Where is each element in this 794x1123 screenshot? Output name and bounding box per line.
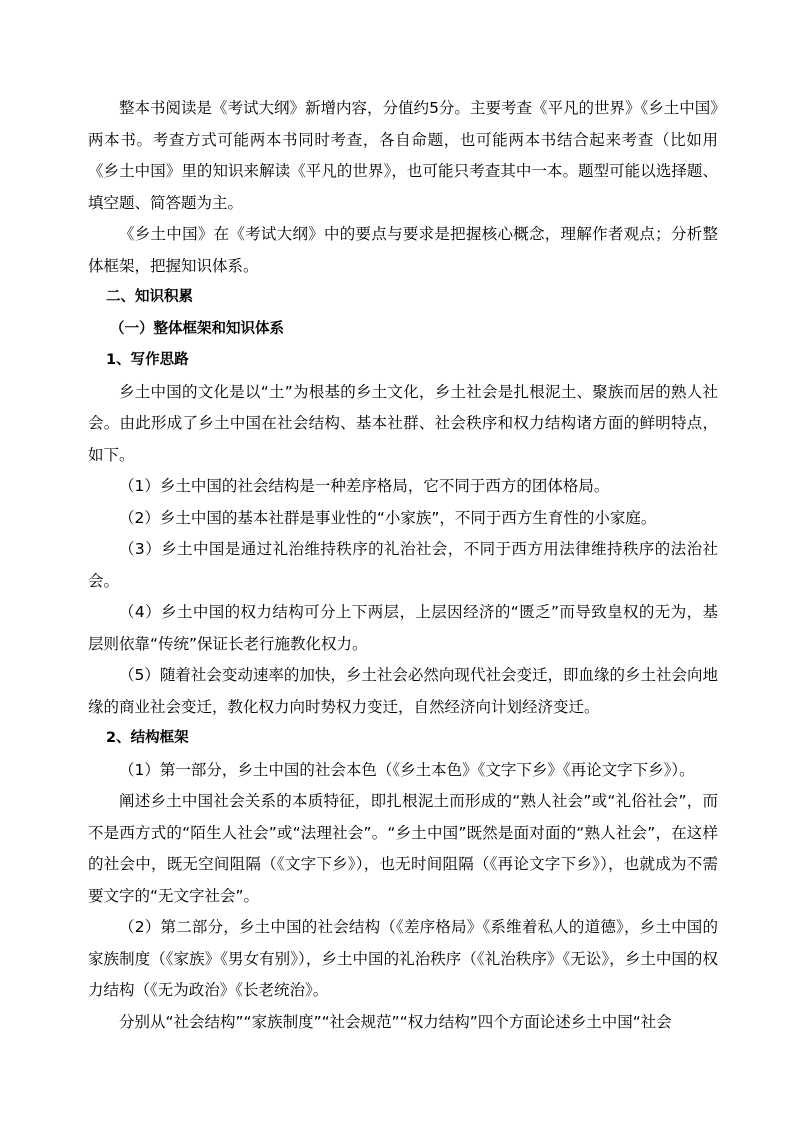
paragraph-part-one-detail: 阐述乡土中国社会关系的本质特征，即扎根泥土而形成的“熟人社会”或“礼俗社会”，而不是西方式的“陌生人社会”或“法理社会”。“乡土中国”既然是面对面的“熟人社会”，在这样的社会中，既无空间阻隔（《文字下乡》），也无时间阻隔（《再论文字下乡》），也就成为不需要文字的“无文字社会”。 [88, 792, 718, 905]
paragraph-exam-overview: 整本书阅读是《考试大纲》新增内容，分值约5分。主要考查《平凡的世界》《乡土中国》两本书。考查方式可能两本书同时考查，各自命题，也可能两本书结合起来考查（比如用《乡土中国》里的知识来解读《平凡的世界》，也可能只考查其中一本。题型可能以选择题、填空题、简答题为主。 [88, 99, 718, 212]
heading-structure-framework: 2、结构框架 [106, 730, 189, 746]
paragraph-part-one: （1）第一部分，乡土中国的社会本色（《乡土本色》《文字下乡》《再论文字下乡》）。 [119, 760, 695, 779]
subsection-heading-framework: （一）整体框架和知识体系 [110, 320, 284, 337]
paragraph-exam-requirements: 《乡土中国》在《考试大纲》中的要点与要求是把握核心概念，理解作者观点；分析整体框架，把握知识体系。 [88, 225, 718, 275]
document-page [88, 93, 718, 1038]
list-item-point-2: （2）乡土中国的基本社群是事业性的“小家族”，不同于西方生育性的小家庭。 [119, 508, 657, 527]
list-item-point-5: （5）随着社会变动速率的加快，乡土社会必然向现代社会变迁，即血缘的乡土社会向地缘的商业社会变迁，教化权力向时势权力变迁，自然经济向计划经济变迁。 [88, 666, 718, 716]
list-item-point-1: （1）乡土中国的社会结构是一种差序格局，它不同于西方的团体格局。 [119, 477, 610, 495]
paragraph-culture-intro: 乡土中国的文化是以“土”为根基的乡土文化，乡土社会是扎根泥土、聚族而居的熟人社会。由此形成了乡土中国在社会结构、基本社群、社会秩序和权力结构诸方面的鲜明特点，如下。 [88, 382, 718, 464]
heading-writing-approach: 1、写作思路 [106, 352, 189, 368]
list-item-point-4: （4）乡土中国的权力结构可分上下两层，上层因经济的“匮乏”而导致皇权的无为，基层则依靠“传统”保证长老行施教化权力。 [88, 603, 718, 653]
section-heading-knowledge: 二、知识积累 [106, 289, 193, 305]
paragraph-part-two-detail: 分别从“社会结构”“家族制度”“社会规范”“权力结构”四个方面论述乡土中国“社会 [119, 1012, 672, 1031]
list-item-point-3: （3）乡土中国是通过礼治维持秩序的礼治社会，不同于西方用法律维持秩序的法治社会。 [88, 540, 718, 590]
paragraph-part-two: （2）第二部分，乡土中国的社会结构（《差序格局》《系维着私人的道德》，乡土中国的家族制度（《家族》《男女有别》），乡土中国的礼治秩序（《礼治秩序》《无讼》，乡土中国的权力结构（《无为政治》《长老统治》。 [88, 918, 718, 999]
